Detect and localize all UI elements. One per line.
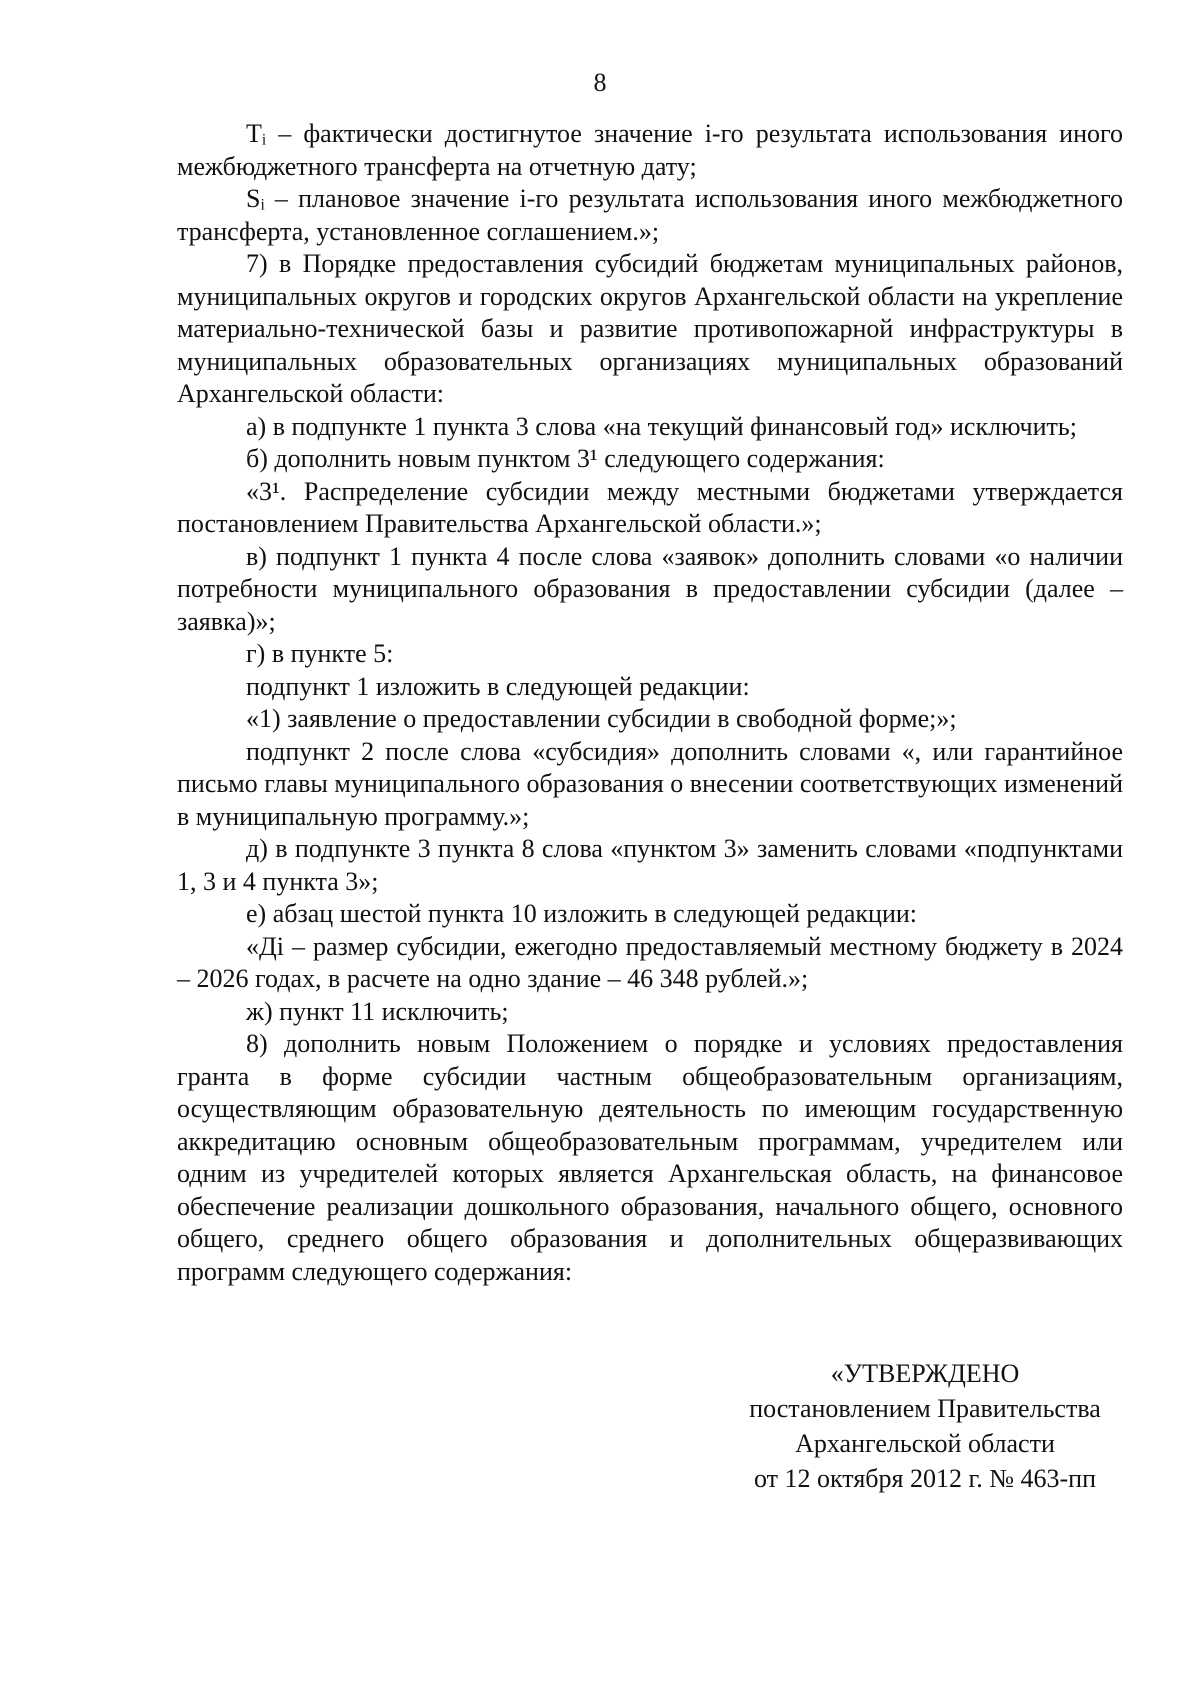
paragraph-si-definition: Sᵢ – плановое значение i-го результата использования иного межбюджетного трансферта, установленное соглашением.»; <box>177 184 1123 246</box>
approval-stamp <box>690 1356 1160 1496</box>
approval-title: «УТВЕРЖДЕНО <box>830 1359 1020 1388</box>
paragraph-item-7e: е) абзац шестой пункта 10 изложить в следующей редакции: <box>246 899 917 928</box>
paragraph-item-7: 7) в Порядке предоставления субсидий бюджетам муниципальных районов, муниципальных округов и городских округов Архангельской области на укрепление материально-технической базы и развитие противопожарной инфраструктуры в муниципальных образовательных организациях муниципальных образований Архангельской области: <box>177 249 1123 408</box>
paragraph-di-definition: «Дi – размер субсидии, ежегодно предоставляемый местному бюджету в 2024 – 2026 годах, в расчете на одно здание – 46 348 рублей.»; <box>177 931 1123 993</box>
paragraph-item-7zh: ж) пункт 11 исключить; <box>246 996 509 1026</box>
approval-by: постановлением Правительства <box>749 1394 1101 1423</box>
paragraph-subitem-1: подпункт 1 изложить в следующей редакции: <box>246 671 750 701</box>
page-number: 8 <box>593 68 607 97</box>
paragraph-item-7g: г) в пункте 5: <box>246 639 394 668</box>
paragraph-subitem-2: подпункт 2 после слова «субсидия» дополнить словами «, или гарантийное письмо главы муниципального образования о внесении соответствующих изменений в муниципальную программу.»; <box>177 736 1123 831</box>
paragraph-item-7d: д) в подпункте 3 пункта 8 слова «пунктом 3» заменить словами «подпунктами 1, 3 и 4 пункта 3»; <box>177 834 1123 896</box>
paragraph-item-8: 8) дополнить новым Положением о порядке и условиях предоставления гранта в форме субсидии частным общеобразовательным организациям, осуществляющим образовательную деятельность по имеющим государственную аккредитацию основным общеобразовательным программам, учредителем или одним из учредителей которых является Архангельская область, на финансовое обеспечение реализации дошкольного образования, начального общего, основного общего, среднего общего образования и дополнительных общеразвивающих программ следующего содержания: <box>177 1029 1123 1286</box>
paragraph-item-7a: а) в подпункте 1 пункта 3 слова «на текущий финансовый год» исключить; <box>246 411 1077 441</box>
paragraph-item-7b: б) дополнить новым пунктом 3¹ следующего содержания: <box>246 444 885 473</box>
document-body <box>177 118 1123 1288</box>
approval-region: Архангельской области <box>795 1429 1055 1458</box>
paragraph-item-7v: в) подпункт 1 пункта 4 после слова «заявок» дополнить словами «о наличии потребности муниципального образования в предоставлении субсидии (далее – заявка)»; <box>177 541 1123 636</box>
paragraph-subitem-1-text: «1) заявление о предоставлении субсидии в свободной форме;»; <box>246 704 957 733</box>
paragraph-item-3-1-text: «3¹. Распределение субсидии между местными бюджетами утверждается постановлением Правительства Архангельской области.»; <box>177 476 1123 538</box>
paragraph-ti-definition: Tᵢ – фактически достигнутое значение i-го результата использования иного межбюджетного трансферта на отчетную дату; <box>177 119 1123 181</box>
approval-date-number: от 12 октября 2012 г. № 463-пп <box>754 1464 1096 1493</box>
